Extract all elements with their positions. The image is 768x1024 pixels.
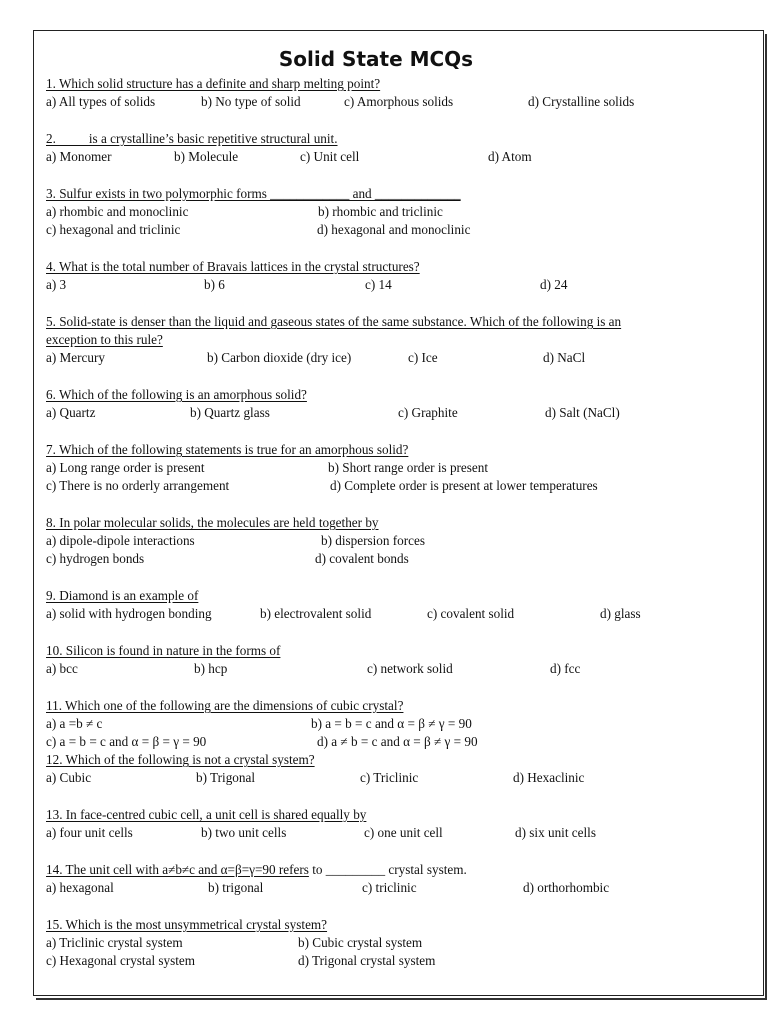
question-4 xyxy=(46,258,706,294)
option-d: d) Complete order is present at lower temperatures xyxy=(330,478,598,493)
option-b: b) electrovalent solid xyxy=(260,606,372,621)
document-content xyxy=(46,46,706,989)
option-a: a) Quartz xyxy=(46,405,96,420)
options-row xyxy=(46,148,706,166)
question-13 xyxy=(46,806,706,842)
option-a: a) solid with hydrogen bonding xyxy=(46,606,212,621)
question-text: 10. Silicon is found in nature in the forms of xyxy=(46,643,281,658)
question-text: 1. Which solid structure has a definite and sharp melting point? xyxy=(46,76,381,91)
option-a: a) Triclinic crystal system xyxy=(46,935,183,950)
option-d: d) Atom xyxy=(488,149,532,164)
option-c: c) 14 xyxy=(365,277,392,292)
option-b: b) two unit cells xyxy=(201,825,287,840)
option-d: d) NaCl xyxy=(543,350,586,365)
options-row xyxy=(46,550,706,568)
option-b: b) Molecule xyxy=(174,149,239,164)
options-row xyxy=(46,404,706,422)
option-c: c) There is no orderly arrangement xyxy=(46,478,230,493)
question-9 xyxy=(46,587,706,623)
option-b: b) trigonal xyxy=(208,880,264,895)
option-d: d) Trigonal crystal system xyxy=(298,953,436,968)
question-text: 9. Diamond is an example of xyxy=(46,588,199,603)
question-text-line-1: 5. Solid-state is denser than the liquid and gaseous states of the same substance. Which of the following is an xyxy=(46,314,622,329)
question-15 xyxy=(46,916,706,970)
option-d: d) fcc xyxy=(550,661,581,676)
option-b: b) 6 xyxy=(204,277,225,292)
options-row xyxy=(46,769,706,787)
option-c: c) a = b = c and α = β = γ = 90 xyxy=(46,734,207,749)
option-b: b) a = b = c and α = β ≠ γ = 90 xyxy=(311,716,472,731)
options-row xyxy=(46,824,706,842)
option-d: d) 24 xyxy=(540,277,568,292)
options-row xyxy=(46,203,706,221)
question-text-tail: to _________ crystal system. xyxy=(308,862,467,877)
option-a: a) bcc xyxy=(46,661,78,676)
option-a: a) Long range order is present xyxy=(46,460,205,475)
option-c: c) Hexagonal crystal system xyxy=(46,953,196,968)
question-10 xyxy=(46,642,706,678)
option-b: b) No type of solid xyxy=(201,94,301,109)
options-row xyxy=(46,276,706,294)
options-row xyxy=(46,952,706,970)
option-b: b) Quartz glass xyxy=(190,405,270,420)
option-c: c) hydrogen bonds xyxy=(46,551,145,566)
options-row xyxy=(46,93,706,111)
options-row xyxy=(46,733,706,751)
option-a: a) dipole-dipole interactions xyxy=(46,533,195,548)
options-row xyxy=(46,532,706,550)
option-d: d) six unit cells xyxy=(515,825,596,840)
question-12 xyxy=(46,751,706,787)
options-row xyxy=(46,660,706,678)
option-b: b) Trigonal xyxy=(196,770,255,785)
question-11 xyxy=(46,697,706,751)
question-7 xyxy=(46,441,706,495)
option-d: d) hexagonal and monoclinic xyxy=(317,222,471,237)
option-b: b) dispersion forces xyxy=(321,533,426,548)
question-text: 2. is a crystalline’s basic repetitive structural unit. xyxy=(46,131,338,146)
option-c: c) Amorphous solids xyxy=(344,94,454,109)
question-text: 6. Which of the following is an amorphous solid? xyxy=(46,387,307,402)
option-b: b) Short range order is present xyxy=(328,460,489,475)
options-row xyxy=(46,605,706,623)
option-b: b) rhombic and triclinic xyxy=(318,204,443,219)
options-row xyxy=(46,221,706,239)
option-d: d) a ≠ b = c and α = β ≠ γ = 90 xyxy=(317,734,478,749)
question-text: 11. Which one of the following are the dimensions of cubic crystal? xyxy=(46,698,404,713)
option-d: d) Salt (NaCl) xyxy=(545,405,620,420)
question-5 xyxy=(46,313,706,367)
option-c: c) one unit cell xyxy=(364,825,443,840)
question-text: 15. Which is the most unsymmetrical crystal system? xyxy=(46,917,328,932)
question-2 xyxy=(46,130,706,166)
option-c: c) Graphite xyxy=(398,405,458,420)
question-1 xyxy=(46,75,706,111)
option-a: a) hexagonal xyxy=(46,880,114,895)
question-text: 13. In face-centred cubic cell, a unit cell is shared equally by xyxy=(46,807,367,822)
option-a: a) rhombic and monoclinic xyxy=(46,204,189,219)
option-d: d) orthorhombic xyxy=(523,880,610,895)
option-a: a) four unit cells xyxy=(46,825,133,840)
option-a: a) All types of solids xyxy=(46,94,156,109)
options-row xyxy=(46,477,706,495)
question-text: 14. The unit cell with a≠b≠c and α=β=γ=90 refers xyxy=(46,862,309,877)
option-d: d) covalent bonds xyxy=(315,551,409,566)
options-row xyxy=(46,715,706,733)
page-title: Solid State MCQs xyxy=(278,47,474,71)
question-14 xyxy=(46,861,706,897)
options-row xyxy=(46,349,706,367)
question-6 xyxy=(46,386,706,422)
option-c: c) network solid xyxy=(367,661,453,676)
option-c: c) covalent solid xyxy=(427,606,515,621)
option-c: c) Unit cell xyxy=(300,149,360,164)
question-text: 4. What is the total number of Bravais lattices in the crystal structures? xyxy=(46,259,420,274)
option-c: c) hexagonal and triclinic xyxy=(46,222,181,237)
option-b: b) Cubic crystal system xyxy=(298,935,423,950)
option-c: c) Ice xyxy=(408,350,438,365)
option-b: b) Carbon dioxide (dry ice) xyxy=(207,350,352,365)
question-3 xyxy=(46,185,706,239)
option-a: a) Mercury xyxy=(46,350,105,365)
options-row xyxy=(46,934,706,952)
option-d: d) glass xyxy=(600,606,641,621)
option-b: b) hcp xyxy=(194,661,228,676)
question-text: 3. Sulfur exists in two polymorphic forms ____________ and _____________ xyxy=(46,186,461,201)
question-8 xyxy=(46,514,706,568)
option-a: a) Cubic xyxy=(46,770,92,785)
question-text: 12. Which of the following is not a crystal system? xyxy=(46,752,315,767)
option-a: a) 3 xyxy=(46,277,67,292)
options-row xyxy=(46,459,706,477)
question-text: 7. Which of the following statements is true for an amorphous solid? xyxy=(46,442,409,457)
options-row xyxy=(46,879,706,897)
option-c: c) triclinic xyxy=(362,880,417,895)
option-a: a) Monomer xyxy=(46,149,112,164)
option-d: d) Hexaclinic xyxy=(513,770,585,785)
option-a: a) a =b ≠ c xyxy=(46,716,103,731)
question-text-line-2: exception to this rule? xyxy=(46,332,163,347)
option-d: d) Crystalline solids xyxy=(528,94,635,109)
option-c: c) Triclinic xyxy=(360,770,419,785)
question-text: 8. In polar molecular solids, the molecules are held together by xyxy=(46,515,379,530)
